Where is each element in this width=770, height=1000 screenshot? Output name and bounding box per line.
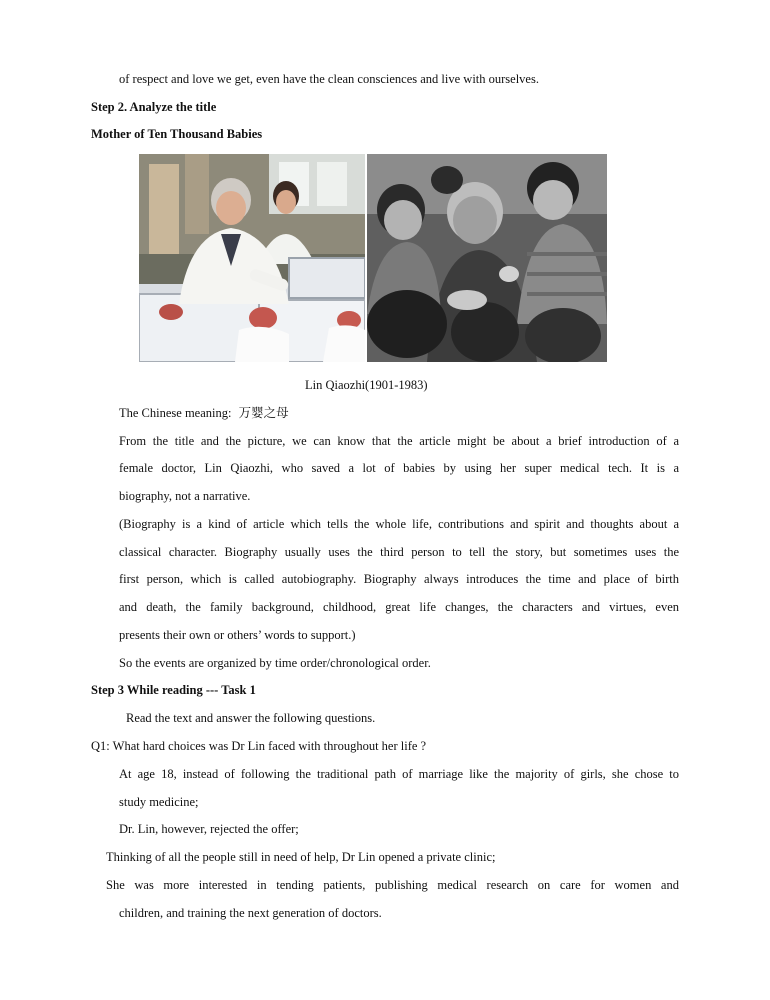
step3-heading: Step 3 While reading --- Task 1: [91, 683, 256, 697]
answer-line: children, and training the next generation of doctors.: [119, 906, 382, 920]
paragraph1-line: From the title and the picture, we can know that the article might be about a brief introduction of a: [119, 434, 679, 448]
answer-line: study medicine;: [119, 795, 199, 809]
paragraph2-line: first person, which is called autobiography. Biography always introduces the time and place of birth: [119, 572, 679, 586]
question-1: Q1: What hard choices was Dr Lin faced with throughout her life ?: [91, 739, 427, 753]
photo-lin-with-children: [367, 154, 607, 362]
chinese-meaning-value: 万婴之母: [238, 405, 289, 420]
answer-line: She was more interested in tending patients, publishing medical research on care for women and: [106, 878, 679, 892]
step2-heading: Step 2. Analyze the title: [91, 100, 217, 114]
task-instruction: Read the text and answer the following questions.: [126, 711, 376, 725]
photo-caption: Lin Qiaozhi(1901-1983): [305, 378, 428, 392]
answer-line: Thinking of all the people still in need of help, Dr Lin opened a private clinic;: [106, 850, 496, 864]
chinese-meaning-line: [119, 405, 289, 421]
chinese-meaning-label: The Chinese meaning:: [119, 406, 232, 420]
paragraph1-line: biography, not a narrative.: [119, 489, 251, 503]
chronological-order-line: So the events are organized by time order/chronological order.: [119, 656, 431, 670]
answer-line: At age 18, instead of following the traditional path of marriage like the majority of girls, she chose to: [119, 767, 679, 781]
continuation-line: of respect and love we get, even have the clean consciences and live with ourselves.: [119, 72, 539, 86]
paragraph2-line: and death, the family background, childhood, great life changes, the characters and virtues, even: [119, 600, 679, 614]
photo-doctor-with-newborns: [139, 154, 365, 362]
answer-line: Dr. Lin, however, rejected the offer;: [119, 822, 299, 836]
paragraph2-line: classical character. Biography usually uses the third person to tell the story, but sometimes uses the: [119, 545, 679, 559]
article-title: Mother of Ten Thousand Babies: [91, 127, 263, 141]
paragraph2-line: (Biography is a kind of article which tells the whole life, contributions and spirit and thoughts about a: [119, 517, 679, 531]
paragraph1-line: female doctor, Lin Qiaozhi, who saved a lot of babies by using her super medical tech. It is a: [119, 461, 679, 475]
paragraph2-line: presents their own or others’ words to support.): [119, 628, 356, 642]
